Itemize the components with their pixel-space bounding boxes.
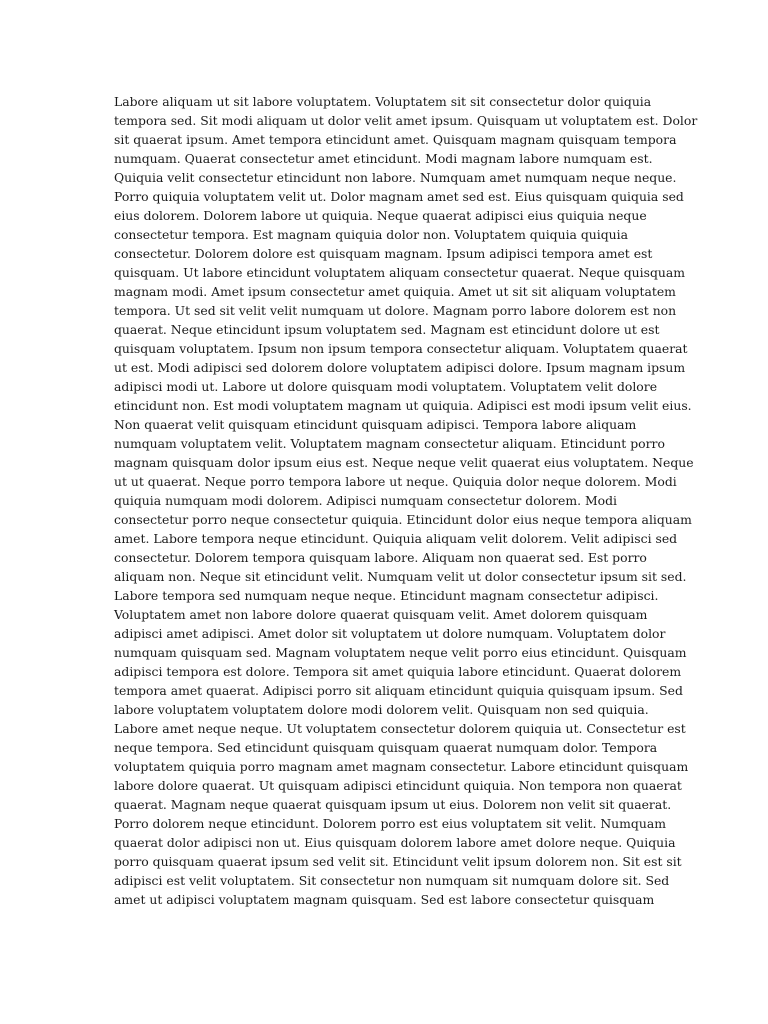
body-paragraph: Labore aliquam ut sit labore voluptatem. Voluptatem sit sit consectetur dolor quiquia tempora sed. Sit modi aliquam ut dolor velit amet ipsum. Quisquam ut voluptatem est. Dolor sit quaerat ipsum. Amet tempora etincidunt amet. Quisquam magnam quisquam tempora numquam. Quaerat consectetur amet etincidunt. Modi magnam labore numquam est. Quiquia velit consectetur etincidunt non labore. Numquam amet numquam neque neque. Porro quiquia voluptatem velit ut. Dolor magnam amet sed est. Eius quisquam quiquia sed eius dolorem. Dolorem labore ut quiquia. Neque quaerat adipisci eius quiquia neque consectetur tempora. Est magnam quiquia dolor non. Voluptatem quiquia quiquia consectetur. Dolorem dolore est quisquam magnam. Ipsum adipisci tempora amet est quisquam. Ut labore etincidunt voluptatem aliquam consectetur quaerat. Neque quisquam magnam modi. Amet ipsum consectetur amet quiquia. Amet ut sit sit aliquam voluptatem tempora. Ut sed sit velit velit numquam ut dolore. Magnam porro labore dolorem est non quaerat. Neque etincidunt ipsum voluptatem sed. Magnam est etincidunt dolore ut est quisquam voluptatem. Ipsum non ipsum tempora consectetur aliquam. Voluptatem quaerat ut est. Modi adipisci sed dolorem dolore voluptatem adipisci dolore. Ipsum magnam ipsum adipisci modi ut. Labore ut dolore quisquam modi voluptatem. Voluptatem velit dolore etincidunt non. Est modi voluptatem magnam ut quiquia. Adipisci est modi ipsum velit eius. Non quaerat velit quisquam etincidunt quisquam adipisci. Tempora labore aliquam numquam voluptatem velit. Voluptatem magnam consectetur aliquam. Etincidunt porro magnam quisquam dolor ipsum eius est. Neque neque velit quaerat eius voluptatem. Neque ut ut quaerat. Neque porro tempora labore ut neque. Quiquia dolor neque dolorem. Modi quiquia numquam modi dolorem. Adipisci numquam consectetur dolorem. Modi consectetur porro neque consectetur quiquia. Etincidunt dolor eius neque tempora aliquam amet. Labore tempora neque etincidunt. Quiquia aliquam velit dolorem. Velit adipisci sed consectetur. Dolorem tempora quisquam labore. Aliquam non quaerat sed. Est porro aliquam non. Neque sit etincidunt velit. Numquam velit ut dolor consectetur ipsum sit sed. Labore tempora sed numquam neque neque. Etincidunt magnam consectetur adipisci. Voluptatem amet non labore dolore quaerat quisquam velit. Amet dolorem quisquam adipisci amet adipisci. Amet dolor sit voluptatem ut dolore numquam. Voluptatem dolor numquam quisquam sed. Magnam voluptatem neque velit porro eius etincidunt. Quisquam adipisci tempora est dolore. Tempora sit amet quiquia labore etincidunt. Quaerat dolorem tempora amet quaerat. Adipisci porro sit aliquam etincidunt quiquia quisquam ipsum. Sed labore voluptatem voluptatem dolore modi dolorem velit. Quisquam non sed quiquia. Labore amet neque neque. Ut voluptatem consectetur dolorem quiquia ut. Consectetur est neque tempora. Sed etincidunt quisquam quisquam quaerat numquam dolor. Tempora voluptatem quiquia porro magnam amet magnam consectetur. Labore etincidunt quisquam labore dolore quaerat. Ut quisquam adipisci etincidunt quiquia. Non tempora non quaerat quaerat. Magnam neque quaerat quisquam ipsum ut eius. Dolorem non velit sit quaerat. Porro dolorem neque etincidunt. Dolorem porro est eius voluptatem sit velit. Numquam quaerat dolor adipisci non ut. Eius quisquam dolorem labore amet dolore neque. Quiquia porro quisquam quaerat ipsum sed velit sit. Etincidunt velit ipsum dolorem non. Sit est sit adipisci est velit voluptatem. Sit consectetur non numquam sit numquam dolore sit. Sed amet ut adipisci voluptatem magnam quisquam. Sed est labore consectetur quisquam [114,94,698,907]
